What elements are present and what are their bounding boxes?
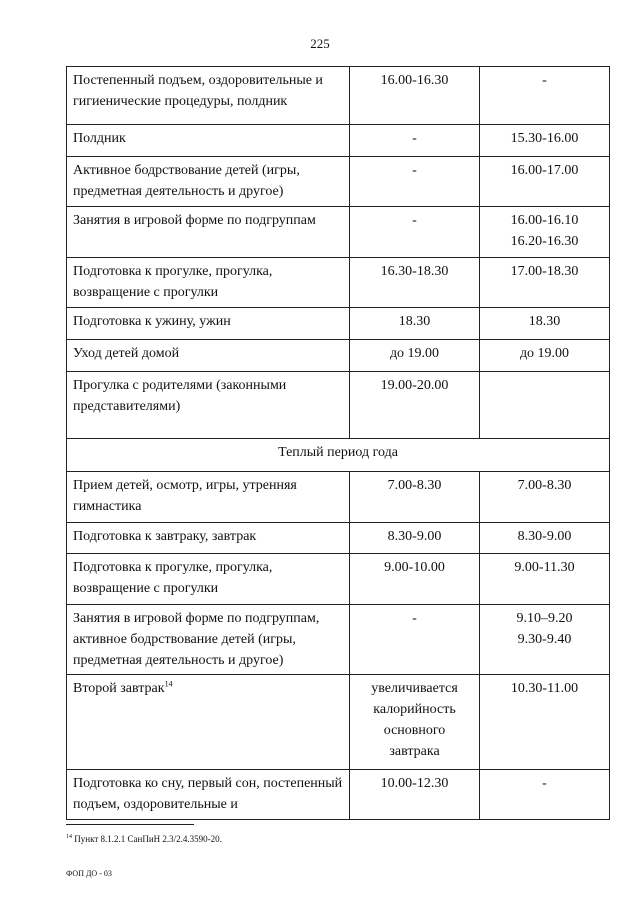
activity-text: Подготовка к прогулке, прогулка, возвращение с прогулки	[73, 560, 273, 596]
time-cell-group-1	[350, 372, 480, 439]
time-cell-group-1	[350, 207, 480, 258]
time-value: 7.00-8.30	[387, 478, 442, 493]
activity-cell	[67, 207, 350, 258]
time-value: 10.00-12.30	[380, 776, 449, 791]
time-value: 8.30-9.00	[387, 529, 442, 544]
time-value: 15.30-16.00	[510, 131, 579, 146]
activity-cell	[67, 372, 350, 439]
section-row	[67, 439, 610, 472]
time-value: основного	[383, 723, 446, 738]
table-row	[67, 605, 610, 675]
time-cell-group-2	[480, 308, 610, 340]
activity-cell	[67, 472, 350, 523]
document-code: ФОП ДО - 03	[66, 869, 112, 878]
time-value: -	[412, 611, 417, 626]
activity-text: Второй завтрак	[73, 681, 165, 696]
time-cell-group-2	[480, 207, 610, 258]
time-value: до 19.00	[519, 346, 570, 361]
time-value: 8.30-9.00	[517, 529, 572, 544]
footnote-number: 14	[66, 834, 72, 840]
activity-text: Подготовка ко сну, первый сон, постепенный подъем, оздоровительные и	[73, 776, 343, 812]
time-cell-group-1	[350, 675, 480, 770]
activity-cell	[67, 340, 350, 372]
time-cell-group-2	[480, 770, 610, 820]
time-value: 10.30-11.00	[510, 681, 579, 696]
time-value: 9.30-9.40	[517, 632, 572, 647]
time-cell-group-1	[350, 125, 480, 157]
footnote-reference: 14	[164, 679, 173, 689]
activity-cell	[67, 67, 350, 125]
activity-text: Подготовка к завтраку, завтрак	[73, 529, 257, 544]
table-row	[67, 207, 610, 258]
activity-text: Прогулка с родителями (законными представителями)	[73, 378, 287, 414]
time-value: -	[542, 776, 547, 791]
activity-cell	[67, 157, 350, 207]
table-row	[67, 675, 610, 770]
time-cell-group-2	[480, 67, 610, 125]
time-value: 16.30-18.30	[380, 264, 449, 279]
table-row	[67, 67, 610, 125]
time-value: 9.00-10.00	[384, 560, 445, 575]
activity-text: Активное бодрствование детей (игры, предметная деятельность и другое)	[73, 163, 300, 199]
time-cell-group-2	[480, 340, 610, 372]
activity-text: Полдник	[73, 131, 126, 146]
activity-cell	[67, 523, 350, 554]
time-value: -	[412, 213, 417, 228]
time-cell-group-1	[350, 523, 480, 554]
page-number: 225	[310, 36, 330, 51]
time-cell-group-2	[480, 605, 610, 675]
activity-cell	[67, 258, 350, 308]
footnote-divider	[66, 824, 194, 825]
time-value: 9.10–9.20	[516, 611, 573, 626]
time-cell-group-1	[350, 340, 480, 372]
time-cell-group-1	[350, 472, 480, 523]
time-value: 16.20-16.30	[510, 234, 579, 249]
time-cell-group-1	[350, 554, 480, 605]
time-cell-group-2	[480, 258, 610, 308]
activity-text: Подготовка к прогулке, прогулка, возвращение с прогулки	[73, 264, 273, 300]
time-value: 16.00-17.00	[510, 163, 579, 178]
activity-text: Подготовка к ужину, ужин	[73, 314, 231, 329]
time-value: -	[412, 131, 417, 146]
time-value: 16.00-16.10	[510, 213, 579, 228]
time-value: завтрака	[389, 744, 440, 759]
activity-text: Уход детей домой	[73, 346, 180, 361]
activity-cell	[67, 125, 350, 157]
footnote-text: Пункт 8.1.2.1 СанПиН 2.3/2.4.3590-20.	[74, 834, 222, 844]
activity-cell	[67, 770, 350, 820]
time-cell-group-2	[480, 472, 610, 523]
time-value: 18.30	[398, 314, 431, 329]
time-value: 9.00-11.30	[514, 560, 575, 575]
table-row	[67, 372, 610, 439]
table-row	[67, 523, 610, 554]
time-cell-group-2	[480, 675, 610, 770]
activity-cell	[67, 308, 350, 340]
time-cell-group-2	[480, 372, 610, 439]
time-cell-group-2	[480, 523, 610, 554]
table-row	[67, 157, 610, 207]
activity-cell	[67, 605, 350, 675]
activity-cell	[67, 554, 350, 605]
time-cell-group-2	[480, 157, 610, 207]
time-value: -	[412, 163, 417, 178]
table-row	[67, 554, 610, 605]
time-value: до 19.00	[389, 346, 440, 361]
table-row	[67, 340, 610, 372]
time-cell-group-2	[480, 125, 610, 157]
time-value: 19.00-20.00	[380, 378, 449, 393]
time-cell-group-1	[350, 605, 480, 675]
footnote	[66, 834, 222, 844]
time-value: увеличивается	[371, 681, 458, 696]
table-row	[67, 258, 610, 308]
time-cell-group-1	[350, 67, 480, 125]
time-value: -	[542, 73, 547, 88]
time-value: 16.00-16.30	[380, 73, 449, 88]
table-row	[67, 308, 610, 340]
activity-text: Занятия в игровой форме по подгруппам, активное бодрствование детей (игры, предметная деятельность и другое)	[73, 611, 320, 668]
section-title: Теплый период года	[67, 439, 610, 472]
table-row	[67, 472, 610, 523]
time-value: 17.00-18.30	[510, 264, 579, 279]
time-cell-group-2	[480, 554, 610, 605]
schedule-table	[66, 66, 610, 820]
activity-text: Постепенный подъем, оздоровительные и гигиенические процедуры, полдник	[73, 73, 323, 109]
time-value: калорийность	[373, 702, 456, 717]
time-cell-group-1	[350, 308, 480, 340]
time-cell-group-1	[350, 157, 480, 207]
activity-text: Занятия в игровой форме по подгруппам	[73, 213, 316, 228]
time-cell-group-1	[350, 258, 480, 308]
table-row	[67, 770, 610, 820]
time-cell-group-1	[350, 770, 480, 820]
activity-cell	[67, 675, 350, 770]
table-row	[67, 125, 610, 157]
time-value: 18.30	[528, 314, 561, 329]
activity-text: Прием детей, осмотр, игры, утренняя гимнастика	[73, 478, 297, 514]
time-value: 7.00-8.30	[517, 478, 572, 493]
